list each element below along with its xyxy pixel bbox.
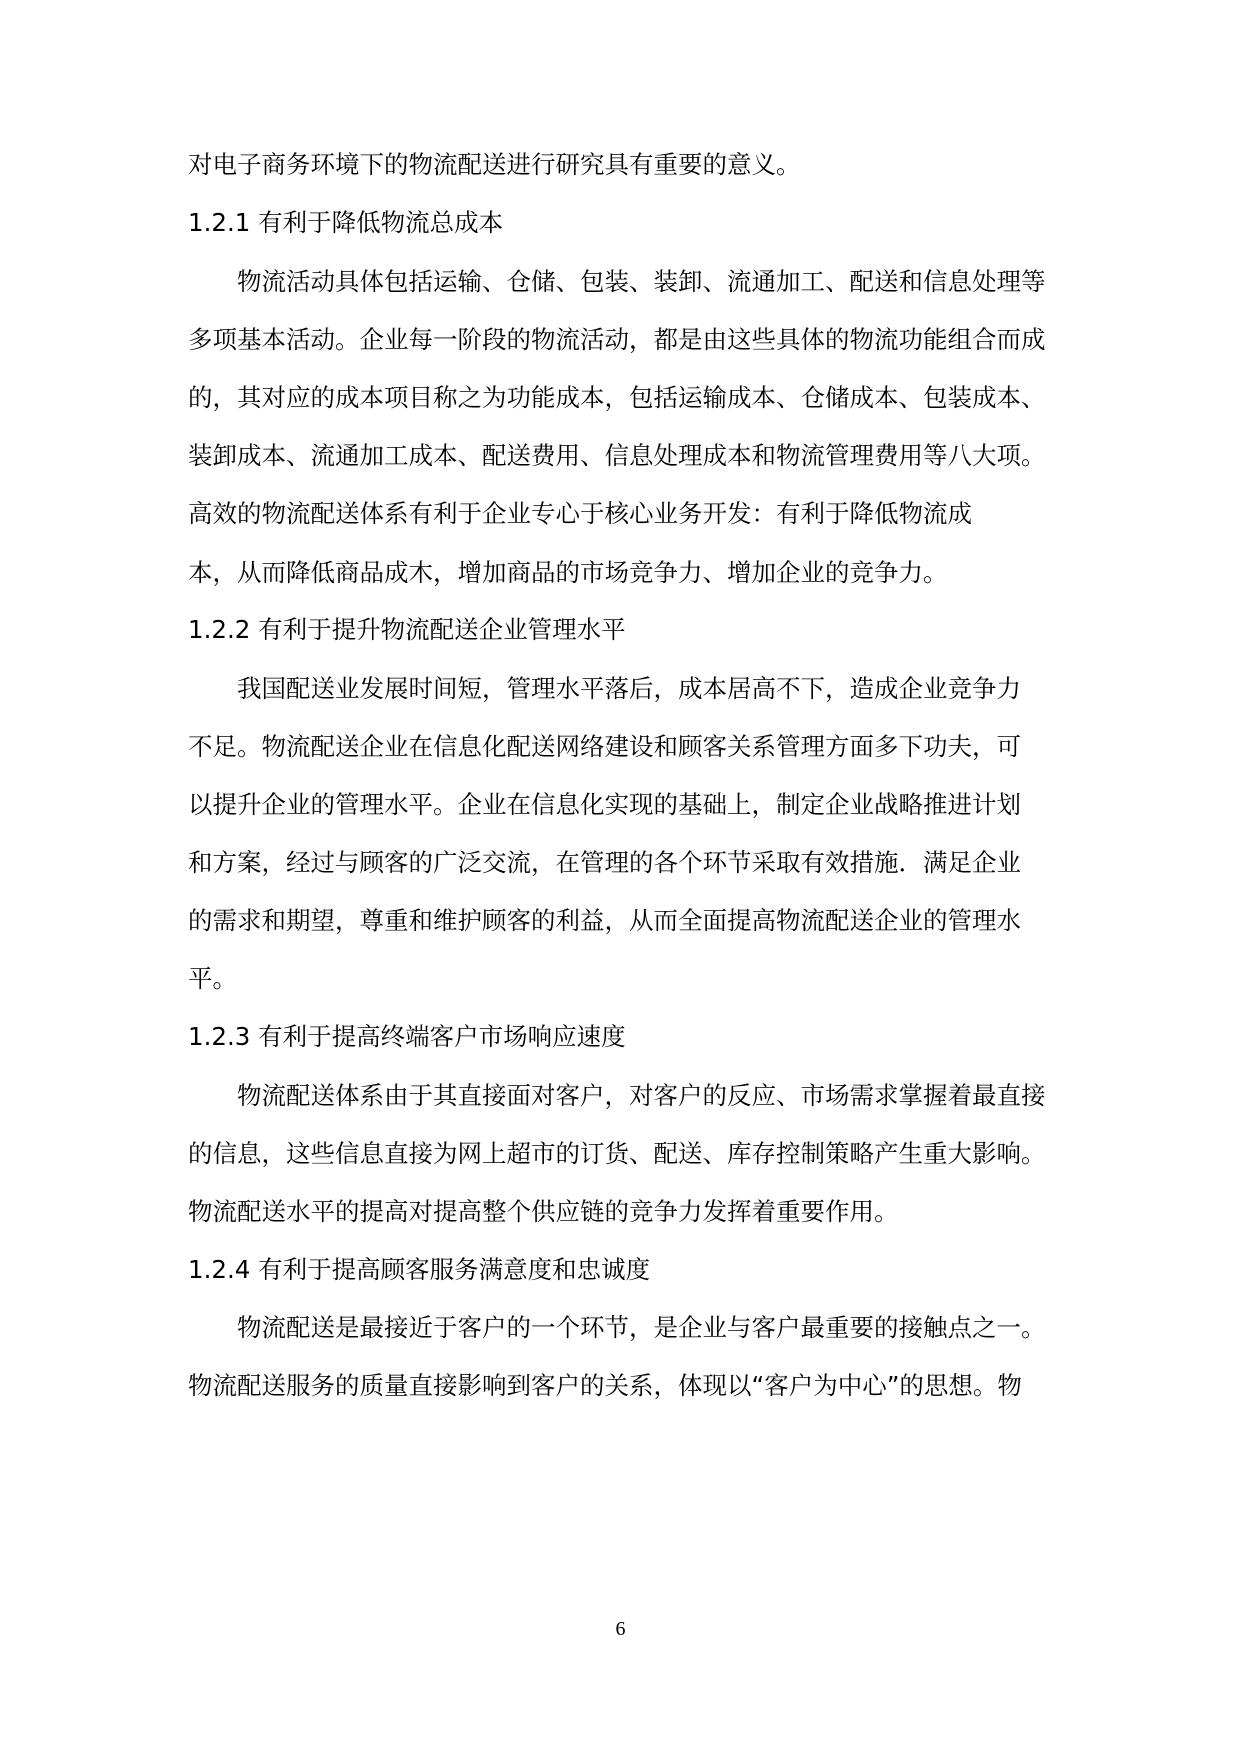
paragraph-line: 平。 (188, 964, 237, 993)
paragraph-line: 的，其对应的成本项目称之为功能成本，包括运输成本、仓储成本、包装成本、 (188, 383, 1046, 412)
paragraph-line: 对电子商务环境下的物流配送进行研究具有重要的意义。 (188, 150, 801, 179)
paragraph-line: 物流配送服务的质量直接影响到客户的关系，体现以“客户为中心”的思想。物 (188, 1371, 1022, 1400)
paragraph-line: 不足。物流配送企业在信息化配送网络建设和顾客关系管理方面多下功夫，可 (188, 732, 1021, 761)
paragraph-line: 和方案，经过与顾客的广泛交流，在管理的各个环节采取有效措施．满足企业 (188, 848, 1021, 877)
paragraph-line: 本，从而降低商品成木，增加商品的市场竞争力、增加企业的竞争力。 (188, 558, 948, 587)
paragraph-line: 装卸成本、流通加工成本、配送费用、信息处理成本和物流管理费用等八大项。 (188, 441, 1046, 470)
paragraph-line: 的需求和期望，尊重和维护顾客的利益，从而全面提高物流配送企业的管理水 (188, 906, 1021, 935)
page-number: 6 (615, 1618, 626, 1640)
paragraph-line: 多项基本活动。企业每一阶段的物流活动，都是由这些具体的物流功能组合而成 (188, 325, 1046, 354)
section-heading-1-2-4: 1.2.4 有利于提高顾客服务满意度和忠诚度 (188, 1255, 651, 1284)
paragraph-line: 物流配送是最接近于客户的一个环节，是企业与客户最重要的接触点之一。 (237, 1313, 1046, 1342)
paragraph-line: 以提升企业的管理水平。企业在信息化实现的基础上，制定企业战略推进计划 (188, 790, 1021, 819)
paragraph-line: 的信息，这些信息直接为网上超市的订货、配送、库存控制策略产生重大影响。 (188, 1139, 1046, 1168)
section-heading-1-2-3: 1.2.3 有利于提高终端客户市场响应速度 (188, 1022, 626, 1051)
paragraph-line: 高效的物流配送体系有利于企业专心于核心业务开发：有利于降低物流成 (188, 499, 972, 528)
paragraph-line: 物流活动具体包括运输、仓储、包装、装卸、流通加工、配送和信息处理等 (237, 267, 1046, 296)
paragraph-line: 物流配送体系由于其直接面对客户，对客户的反应、市场需求掌握着最直接 (237, 1081, 1046, 1110)
paragraph-line: 物流配送水平的提高对提高整个供应链的竞争力发挥着重要作用。 (188, 1197, 899, 1226)
section-heading-1-2-1: 1.2.1 有利于降低物流总成本 (188, 208, 504, 237)
paragraph-line: 我国配送业发展时间短，管理水平落后，成本居高不下，造成企业竞争力 (237, 674, 1021, 703)
section-heading-1-2-2: 1.2.2 有利于提升物流配送企业管理水平 (188, 615, 626, 644)
